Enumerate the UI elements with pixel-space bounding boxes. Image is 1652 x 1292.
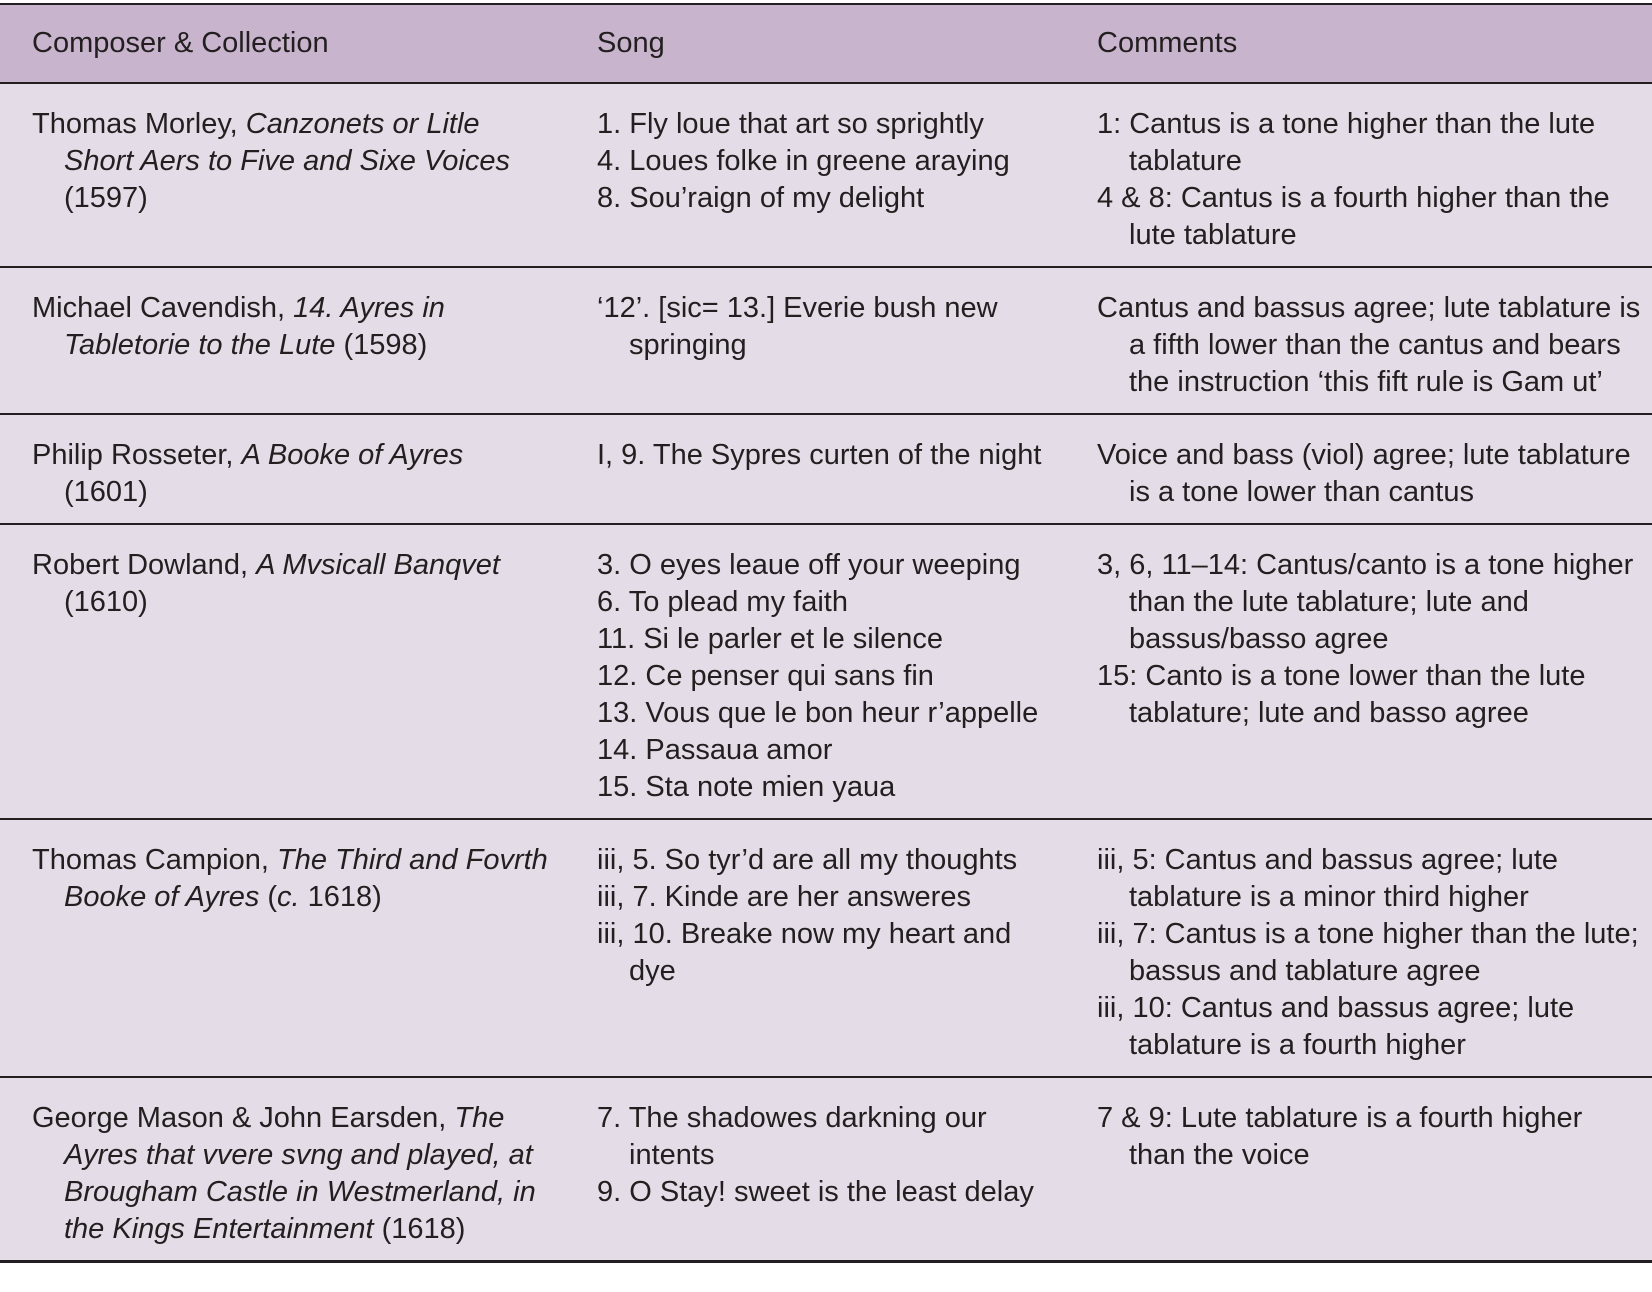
collection-date: (1601) <box>64 476 148 508</box>
song-item: iii, 5. So tyr’d are all my thoughts <box>597 844 1018 876</box>
composer-name: Philip Rosseter, <box>32 439 242 471</box>
collection-date: (1597) <box>64 182 148 214</box>
table-row <box>0 267 1652 414</box>
header-comments: Comments <box>1065 4 1652 83</box>
song-cell <box>565 1077 1065 1262</box>
composer-name: George Mason & John Earsden, <box>32 1102 455 1134</box>
song-item: 12. Ce penser qui sans fin <box>597 660 934 692</box>
table-header <box>0 4 1652 83</box>
collection-date: (1598) <box>335 329 428 361</box>
collection-date-prefix: ( <box>259 881 278 913</box>
comment-item: iii, 10: Cantus and bassus agree; lute tablature is a fourth higher <box>1097 992 1575 1061</box>
table-row <box>0 83 1652 267</box>
composer-collection-cell <box>0 267 565 414</box>
composer-name: Thomas Campion, <box>32 844 277 876</box>
composer-collection-cell <box>0 83 565 267</box>
comments-cell <box>1065 819 1652 1077</box>
composer-collection-cell <box>0 524 565 819</box>
composer-name: Thomas Morley, <box>32 108 246 140</box>
song-cell <box>565 267 1065 414</box>
song-cell <box>565 819 1065 1077</box>
song-item: 7. The shadowes darkning our intents <box>597 1102 987 1171</box>
song-item: 6. To plead my faith <box>597 586 848 618</box>
collection-title: A Booke of Ayres <box>241 439 464 471</box>
comments-cell <box>1065 267 1652 414</box>
collection-date: (1610) <box>64 586 148 618</box>
tuning-table-container <box>0 3 1652 1263</box>
song-item: 4. Loues folke in greene araying <box>597 145 1010 177</box>
composer-collection-cell <box>0 819 565 1077</box>
composer-collection <box>32 547 555 621</box>
comment-item: 4 & 8: Cantus is a fourth higher than the lute tablature <box>1097 182 1610 251</box>
comment-item: Cantus and bassus agree; lute tablature is a fifth lower than the cantus and bears the instruction ‘this fift rule is Gam ut’ <box>1097 292 1641 398</box>
collection-title: A Mvsicall Banqvet <box>256 549 500 581</box>
comment-item: iii, 5: Cantus and bassus agree; lute tablature is a minor third higher <box>1097 844 1559 913</box>
table-row <box>0 819 1652 1077</box>
song-cell <box>565 524 1065 819</box>
song-item: 8. Sou’raign of my delight <box>597 182 925 214</box>
song-item: 9. O Stay! sweet is the least delay <box>597 1176 1034 1208</box>
comment-item: 3, 6, 11–14: Cantus/canto is a tone higher than the lute tablature; lute and bassus/basso agree <box>1097 549 1634 655</box>
collection-title: 14. Ayres in Tabletorie to the Lute <box>64 292 445 361</box>
song-item: iii, 7. Kinde are her answeres <box>597 881 971 913</box>
song-item: 3. O eyes leaue off your weeping <box>597 549 1021 581</box>
comments-cell <box>1065 524 1652 819</box>
composer-collection <box>32 437 555 511</box>
comment-item: iii, 7: Cantus is a tone higher than the lute; bassus and tablature agree <box>1097 918 1639 987</box>
song-cell <box>565 414 1065 524</box>
header-song: Song <box>565 4 1065 83</box>
comments-cell <box>1065 414 1652 524</box>
table-row <box>0 524 1652 819</box>
collection-date-circa: c. <box>277 881 300 913</box>
collection-date: (1618) <box>373 1213 466 1245</box>
song-cell <box>565 83 1065 267</box>
song-item: 1. Fly loue that art so sprightly <box>597 108 984 140</box>
comment-item: 1: Cantus is a tone higher than the lute tablature <box>1097 108 1596 177</box>
table-body <box>0 83 1652 1262</box>
collection-date: 1618) <box>299 881 382 913</box>
composer-collection <box>32 1100 555 1248</box>
song-item: 11. Si le parler et le silence <box>597 623 944 655</box>
tuning-comparison-table <box>0 3 1652 1263</box>
song-item: I, 9. The Sypres curten of the night <box>597 439 1042 471</box>
composer-collection <box>32 106 555 217</box>
comment-item: 7 & 9: Lute tablature is a fourth higher than the voice <box>1097 1102 1583 1171</box>
composer-name: Michael Cavendish, <box>32 292 294 324</box>
header-row <box>0 4 1652 83</box>
song-item: 14. Passaua amor <box>597 734 833 766</box>
collection-title: The Third and Fovrth Booke of Ayres <box>64 844 548 913</box>
collection-title: The Ayres that vvere svng and played, at Brougham Castle in Westmerland, in the Kings Entertainment <box>64 1102 536 1245</box>
composer-collection-cell <box>0 414 565 524</box>
comments-cell <box>1065 83 1652 267</box>
song-item: 15. Sta note mien yaua <box>597 771 896 803</box>
comments-cell <box>1065 1077 1652 1262</box>
table-row <box>0 414 1652 524</box>
collection-title: Canzonets or Litle Short Aers to Five and Sixe Voices <box>64 108 510 177</box>
comment-item: 15: Canto is a tone lower than the lute tablature; lute and basso agree <box>1097 660 1586 729</box>
composer-collection <box>32 290 555 364</box>
header-composer-collection: Composer & Collection <box>0 4 565 83</box>
composer-collection-cell <box>0 1077 565 1262</box>
table-row <box>0 1077 1652 1262</box>
composer-name: Robert Dowland, <box>32 549 257 581</box>
song-item: ‘12’. [sic= 13.] Everie bush new springing <box>597 292 998 361</box>
comment-item: Voice and bass (viol) agree; lute tablature is a tone lower than cantus <box>1097 439 1631 508</box>
song-item: 13. Vous que le bon heur r’appelle <box>597 697 1039 729</box>
song-item: iii, 10. Breake now my heart and dye <box>597 918 1012 987</box>
composer-collection <box>32 842 555 916</box>
